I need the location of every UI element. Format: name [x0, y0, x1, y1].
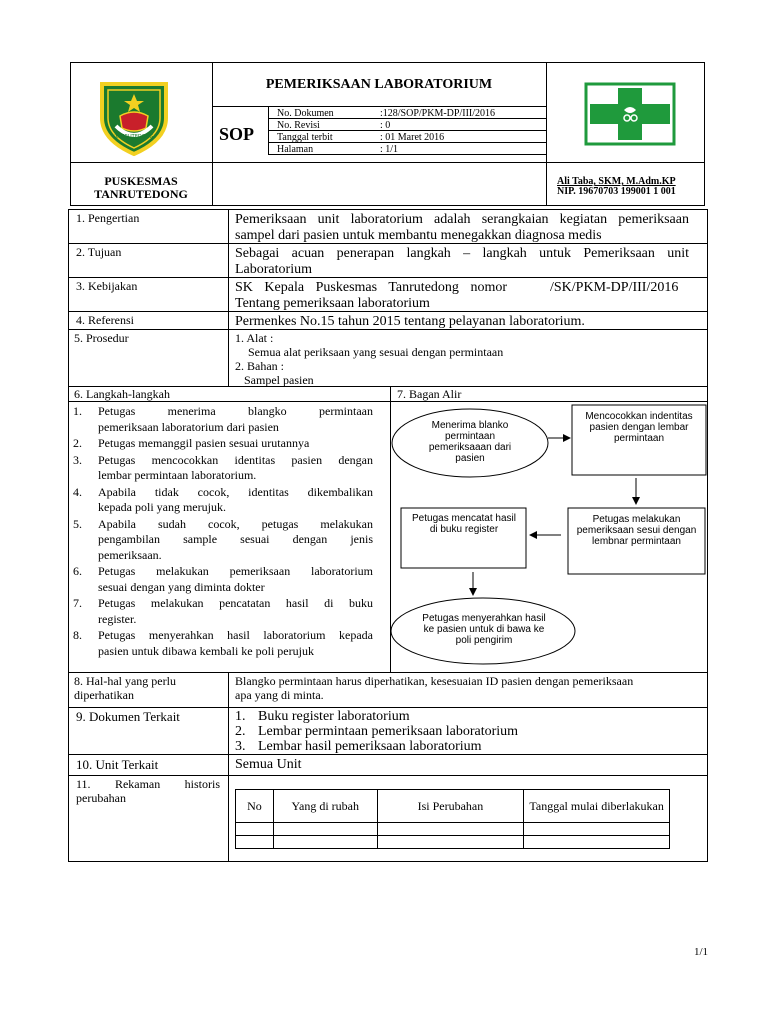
org-name: TANRUTEDONG	[94, 187, 188, 201]
meta-value: :128/SOP/PKM-DP/III/2016	[380, 108, 496, 119]
tujuan-text: Sebagai acuan penerapan langkah – langkah untuk Pemeriksaan unit	[235, 246, 689, 261]
meta-label: No. Dokumen	[277, 108, 334, 119]
prosedur-bahan-label: 2. Bahan :	[235, 359, 284, 373]
pengertian-text: Pemeriksaan unit laboratorium adalah serangkaian kegiatan pemeriksaan	[235, 212, 689, 227]
section-label: 1. Pengertian	[76, 211, 140, 225]
step-item: 7. Petugas melakukan pencatatan hasil di buku register.	[73, 596, 373, 626]
body-divider	[228, 209, 229, 386]
section-label: 2. Tujuan	[76, 245, 122, 259]
step-item: 2. Petugas memanggil pasien sesuai urutannya	[73, 436, 310, 450]
section-label: 5. Prosedur	[74, 331, 129, 345]
signer-name: Ali Taba, SKM, M.Adm.KP	[557, 176, 676, 187]
row-line	[68, 672, 708, 673]
flow-node-match: Mencocokkan indentitas pasien dengan lembar permintaan	[585, 411, 693, 444]
steps-list	[68, 404, 373, 660]
row-line	[68, 775, 708, 776]
hal-text: Blangko permintaan harus diperhatikan, kesesuaian ID pasien dengan pemeriksaan	[235, 674, 634, 688]
prosedur-alat-label: 1. Alat :	[235, 331, 274, 345]
body-divider	[228, 672, 229, 862]
doc-item: Lembar hasil pemeriksaan laboratorium	[258, 739, 482, 754]
prosedur-bahan-text: Sampel pasien	[244, 373, 314, 387]
flow-node-record: Petugas mencatat hasil di buku register	[412, 513, 516, 535]
hal-text: apa yang di minta.	[235, 688, 324, 702]
revision-header: Isi Perubahan	[377, 790, 524, 823]
revision-header: Tanggal mulai diberlakukan	[524, 790, 670, 823]
referensi-text: Permenkes No.15 tahun 2015 tentang pelayanan laboratorium.	[235, 314, 585, 329]
logo-text: TANRUTEDONG	[114, 134, 154, 140]
row-line	[68, 754, 708, 755]
section-label: 11. Rekaman historis	[76, 777, 220, 791]
puskesmas-logo	[94, 78, 174, 158]
section-label: 9. Dokumen Terkait	[76, 709, 180, 724]
header-divider	[546, 62, 547, 206]
meta-label: Tanggal terbit	[277, 132, 333, 143]
section-label: 10. Unit Terkait	[76, 757, 159, 772]
revision-header: Yang di rubah	[273, 790, 377, 823]
header-divider	[70, 162, 705, 163]
step-item: 8. Petugas menyerahkan hasil laboratorium kepada pasien untuk dibawa kembali ke poli perujuk	[73, 628, 373, 658]
cross-logo	[584, 82, 676, 146]
meta-value: : 0	[380, 120, 391, 131]
section-label: diperhatikan	[74, 688, 134, 702]
doc-item-num: 2.	[235, 724, 246, 739]
section-label: 3. Kebijakan	[76, 279, 138, 293]
section-label: perubahan	[76, 791, 126, 805]
kebijakan-text: Tentang pemeriksaan laboratorium	[235, 296, 430, 311]
revision-table	[235, 789, 670, 849]
page-title: PEMERIKSAAN LABORATORIUM	[265, 77, 493, 92]
pengertian-text: sampel dari pasien untuk membantu menegakkan diagnosa medis	[235, 228, 602, 243]
step-item: 4. Apabila tidak cocok, identitas dikembalikan kepada poli yang merujuk.	[73, 484, 373, 514]
row-line	[68, 277, 708, 278]
row-line	[68, 707, 708, 708]
section-label: 4. Referensi	[76, 313, 134, 327]
doc-item-num: 3.	[235, 739, 246, 754]
kebijakan-text: SK Kepala Puskesmas Tanrutedong nomor	[235, 280, 507, 295]
section-label: 7. Bagan Alir	[397, 387, 462, 401]
doc-item-num: 1.	[235, 709, 246, 724]
sop-label: SOP	[219, 124, 255, 144]
step-item: 3. Petugas mencocokkan identitas pasien dengan lembar permintaan laboratorium.	[73, 452, 373, 482]
page-number: 1/1	[694, 946, 709, 958]
step-item: 1. Petugas menerima blangko permintaan pemeriksaan laboratorium dari pasien	[73, 404, 373, 434]
step-item: 5. Apabila sudah cocok, petugas melakukan pengambilan sample sesuai dengan jenis pemeriksaan.	[73, 516, 373, 562]
org-name: PUSKESMAS	[104, 174, 178, 188]
meta-value: : 1/1	[380, 144, 399, 155]
flow-node-receive: Menerima blanko permintaan pemeriksaaan dari pasien	[428, 420, 512, 464]
flow-node-examine: Petugas melakukan pemeriksaan sesui dengan lembnar permintaan	[576, 514, 697, 547]
prosedur-alat-text: Semua alat periksaan yang sesuai dengan permintaan	[248, 345, 504, 359]
revision-header: No	[236, 790, 274, 823]
section-label: 6. Langkah-langkah	[74, 387, 170, 401]
meta-label: Halaman	[277, 144, 314, 155]
doc-item: Buku register laboratorium	[258, 709, 410, 724]
flow-node-deliver: Petugas menyerahkan hasil ke pasien untuk di bawa ke poli pengirim	[422, 613, 546, 646]
doc-item: Lembar permintaan pemeriksaan laboratorium	[258, 724, 519, 739]
tujuan-text: Laboratorium	[235, 262, 312, 277]
meta-value: : 01 Maret 2016	[380, 132, 445, 143]
unit-text: Semua Unit	[235, 757, 302, 772]
kebijakan-text: /SK/PKM-DP/III/2016	[550, 280, 679, 295]
meta-label: No. Revisi	[277, 120, 320, 131]
flowchart	[391, 402, 708, 672]
signer-nip: NIP. 19670703 199001 1 001	[557, 186, 676, 197]
step-item: 6. Petugas melakukan pemeriksaan laboratorium sesuai dengan yang diminta dokter	[73, 564, 373, 594]
section-label: 8. Hal-hal yang perlu	[74, 674, 176, 688]
